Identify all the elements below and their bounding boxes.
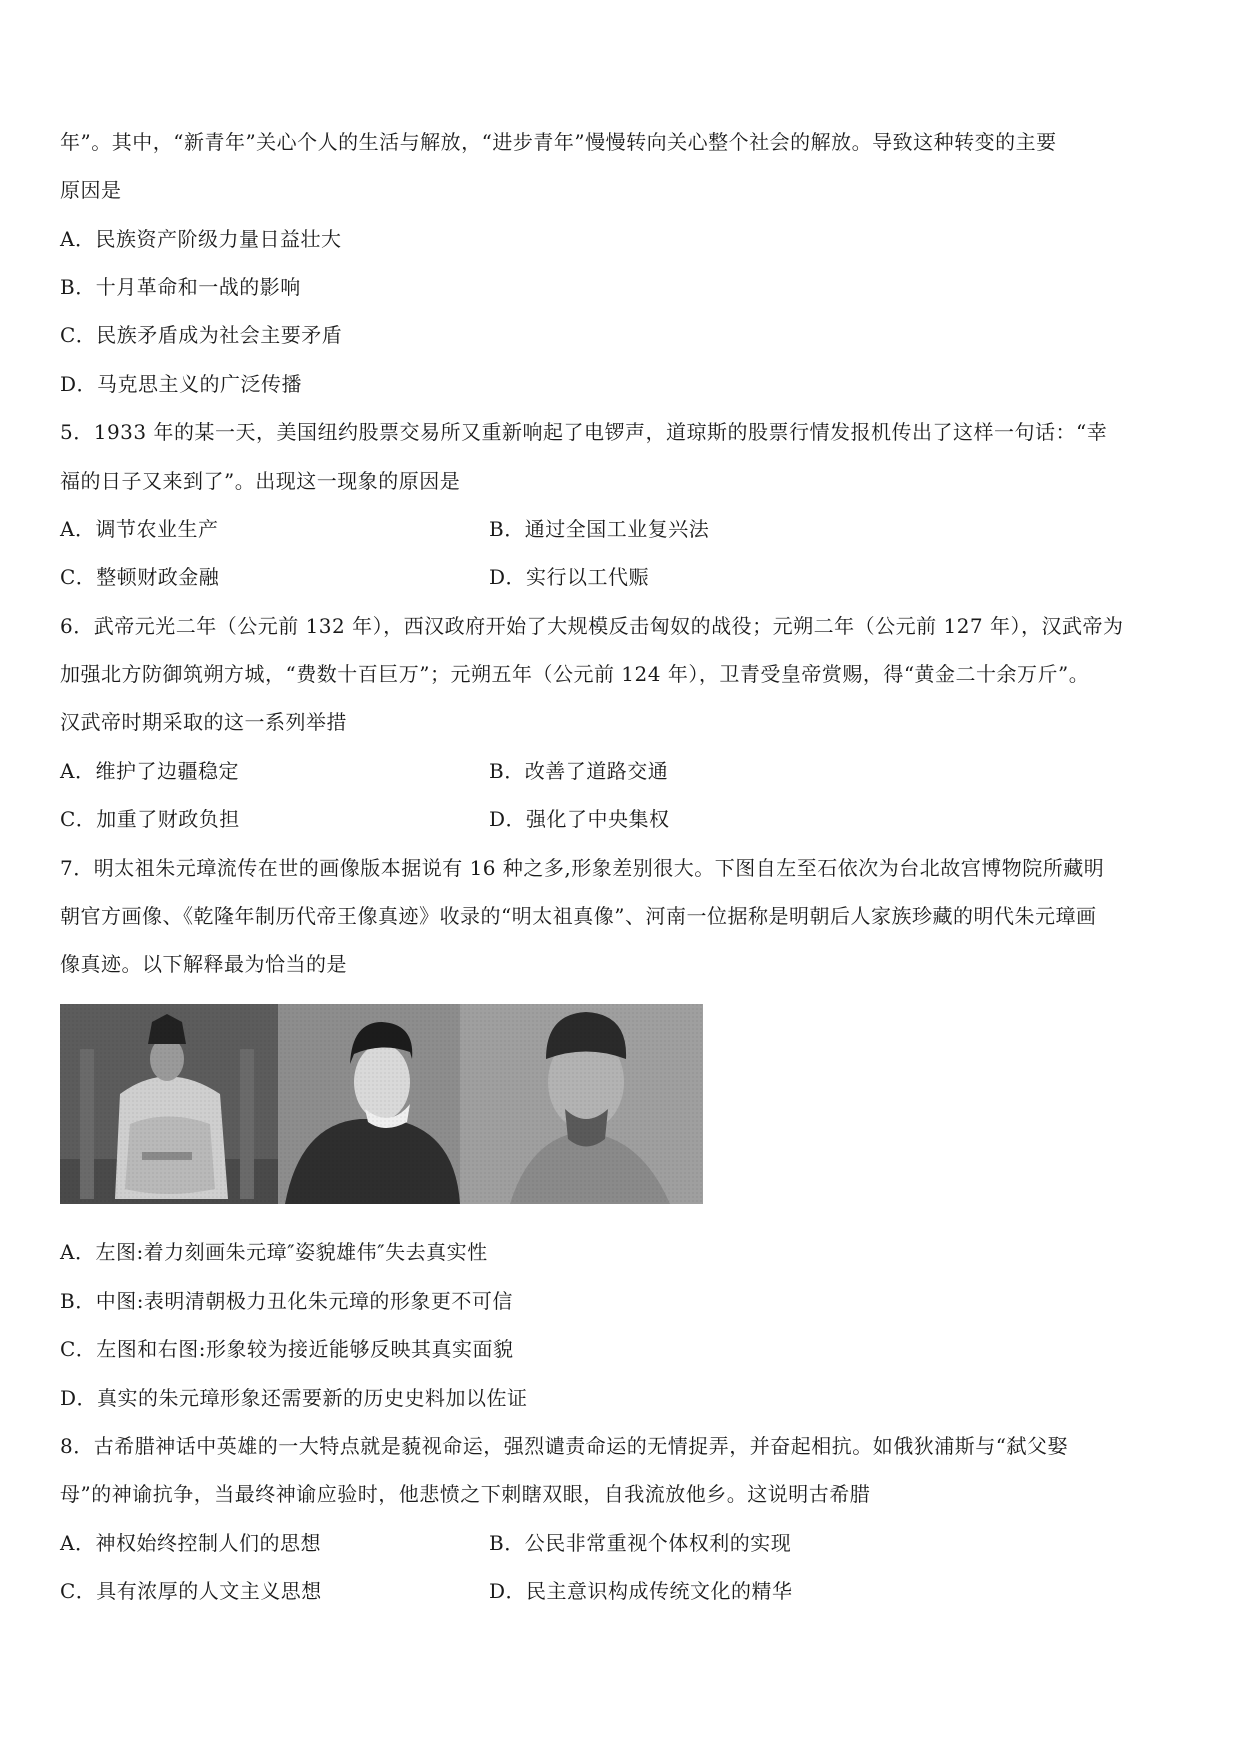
q5-stem-line-2: 福的日子又来到了”。出现这一现象的原因是	[60, 469, 461, 493]
q5-option-a: A．调节农业生产	[60, 517, 219, 541]
q7-stem-line-1: 7．明太祖朱元璋流传在世的画像版本据说有 16 种之多,形象差别很大。下图自左至石依次为台北故宫博物院所藏明	[60, 856, 1105, 880]
q5-option-c: C．整顿财政金融	[60, 565, 220, 589]
q6-option-a: A．维护了边疆稳定	[60, 759, 239, 783]
q8-option-c: C．具有浓厚的人文主义思想	[60, 1579, 322, 1603]
q8-option-d: D．民主意识构成传统文化的精华	[489, 1579, 793, 1603]
q7-option-c: C．左图和右图:形象较为接近能够反映其真实面貌	[60, 1337, 514, 1361]
q4-option-b: B．十月革命和一战的影响	[60, 275, 301, 299]
q6-option-d: D．强化了中央集权	[489, 807, 670, 831]
q7-stem-line-2: 朝官方画像、《乾隆年制历代帝王像真迹》收录的“明太祖真像”、河南一位据称是明朝后人家族珍藏的明代朱元璋画	[60, 904, 1097, 928]
q6-stem-line-1: 6．武帝元光二年（公元前 132 年），西汉政府开始了大规模反击匈奴的战役；元朔二年（公元前 127 年），汉武帝为	[60, 614, 1124, 638]
q8-option-a: A．神权始终控制人们的思想	[60, 1531, 321, 1555]
q7-stem-line-3: 像真迹。以下解释最为恰当的是	[60, 952, 347, 976]
q4-stem-line-2: 原因是	[60, 178, 122, 202]
q7-option-b: B．中图:表明清朝极力丑化朱元璋的形象更不可信	[60, 1289, 513, 1313]
q6-option-c: C．加重了财政负担	[60, 807, 240, 831]
q5-stem-line-1: 5．1933 年的某一天，美国纽约股票交易所又重新响起了电锣声，道琼斯的股票行情发报机传出了这样一句话：“幸	[60, 420, 1108, 444]
q8-stem-line-2: 母”的神谕抗争，当最终神谕应验时，他悲愤之下刺瞎双眼，自我流放他乡。这说明古希腊	[60, 1482, 871, 1506]
q7-option-a: A．左图:着力刻画朱元璋″姿貌雄伟″失去真实性	[60, 1240, 488, 1264]
portraits-image	[60, 1004, 703, 1204]
portraits-figure	[60, 1004, 703, 1204]
q6-option-b: B．改善了道路交通	[489, 759, 669, 783]
q5-option-b: B．通过全国工业复兴法	[489, 517, 710, 541]
q8-option-b: B．公民非常重视个体权利的实现	[489, 1531, 792, 1555]
q4-option-a: A．民族资产阶级力量日益壮大	[60, 227, 342, 251]
q5-option-d: D．实行以工代赈	[489, 565, 650, 589]
q8-stem-line-1: 8．古希腊神话中英雄的一大特点就是藐视命运，强烈谴责命运的无情捉弄，并奋起相抗。如俄狄浦斯与“弑父娶	[60, 1434, 1068, 1458]
q4-option-d: D．马克思主义的广泛传播	[60, 372, 303, 396]
q4-option-c: C．民族矛盾成为社会主要矛盾	[60, 323, 343, 347]
q7-option-d: D．真实的朱元璋形象还需要新的历史史料加以佐证	[60, 1386, 528, 1410]
q6-stem-line-2: 加强北方防御筑朔方城，“费数十百巨万”；元朔五年（公元前 124 年），卫青受皇帝赏赐，得“黄金二十余万斤”。	[60, 662, 1090, 686]
q4-stem-line-1: 年”。其中，“新青年”关心个人的生活与解放，“进步青年”慢慢转向关心整个社会的解放。导致这种转变的主要	[60, 130, 1057, 154]
q6-stem-line-3: 汉武帝时期采取的这一系列举措	[60, 710, 347, 734]
